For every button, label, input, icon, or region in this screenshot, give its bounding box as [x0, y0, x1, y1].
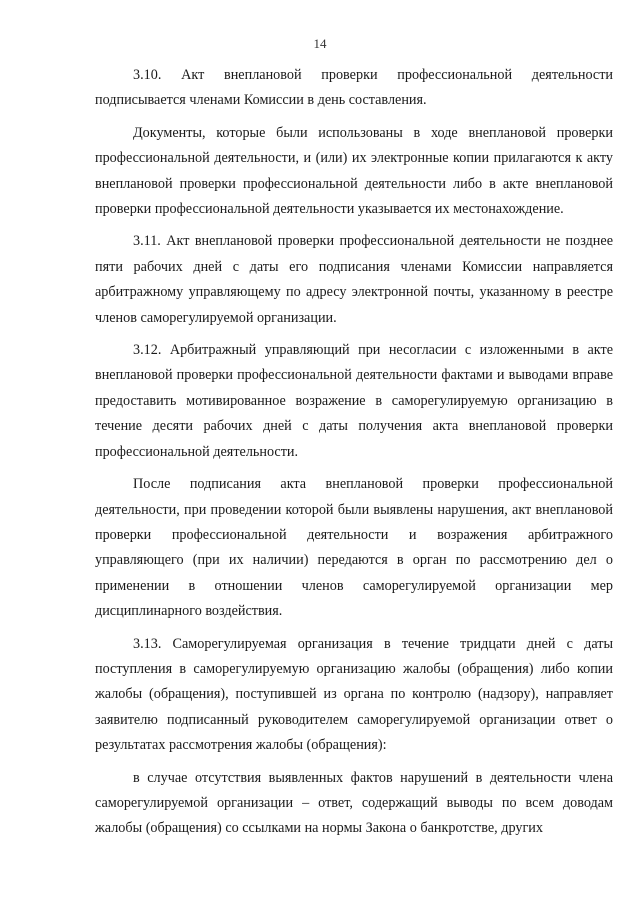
- paragraph-3-11: 3.11. Акт внеплановой проверки профессиональной деятельности не позднее пяти рабочих дней с даты его подписания членами Комиссии направляется арбитражному управляющему по адресу электронной почты, указанному в реестре членов саморегулируемой организации.: [95, 233, 613, 326]
- paragraph-documents-attached: Документы, которые были использованы в ходе внеплановой проверки профессиональной деятельности, и (или) их электронные копии прилагаются к акту внеплановой проверки профессиональной деятельности либо в акте внеплановой проверки профессиональной деятельности указывается их местонахождение.: [95, 124, 613, 218]
- paragraph-after-signing: После подписания акта внеплановой проверки профессиональной деятельности, при проведении которой были выявлены нарушения, акт внеплановой проверки профессиональной деятельности и возражения арбитражного управляющего (при их наличии) передаются в орган по рассмотрению дел о применении в отношении членов саморегулируемой организации мер дисциплинарного воздействия.: [95, 476, 613, 620]
- paragraph-3-13: 3.13. Саморегулируемая организация в течение тридцати дней с даты поступления в саморегулируемую организацию жалобы (обращения) либо копии жалобы (обращения), поступившей из органа по контролю (надзору), направляет заявителю подписанный руководителем саморегулируемой организации ответ о результатах рассмотрения жалобы (обращения):: [95, 635, 613, 754]
- document-body: [95, 63, 613, 849]
- paragraph-3-12: 3.12. Арбитражный управляющий при несогласии с изложенными в акте внеплановой проверки профессиональной деятельности фактами и выводами вправе предоставить мотивированное возражение в саморегулируемую организацию в течение десяти рабочих дней с даты получения акта внеплановой проверки профессиональной деятельности.: [95, 342, 613, 460]
- paragraph-no-violations: в случае отсутствия выявленных фактов нарушений в деятельности члена саморегулируемой организации – ответ, содержащий выводы по всем доводам жалобы (обращения) со ссылками на нормы Закона о банкротстве, других: [95, 769, 613, 837]
- paragraph-3-10: 3.10. Акт внеплановой проверки профессиональной деятельности подписывается членами Комиссии в день составления.: [95, 67, 613, 109]
- page-number: 14: [313, 36, 327, 51]
